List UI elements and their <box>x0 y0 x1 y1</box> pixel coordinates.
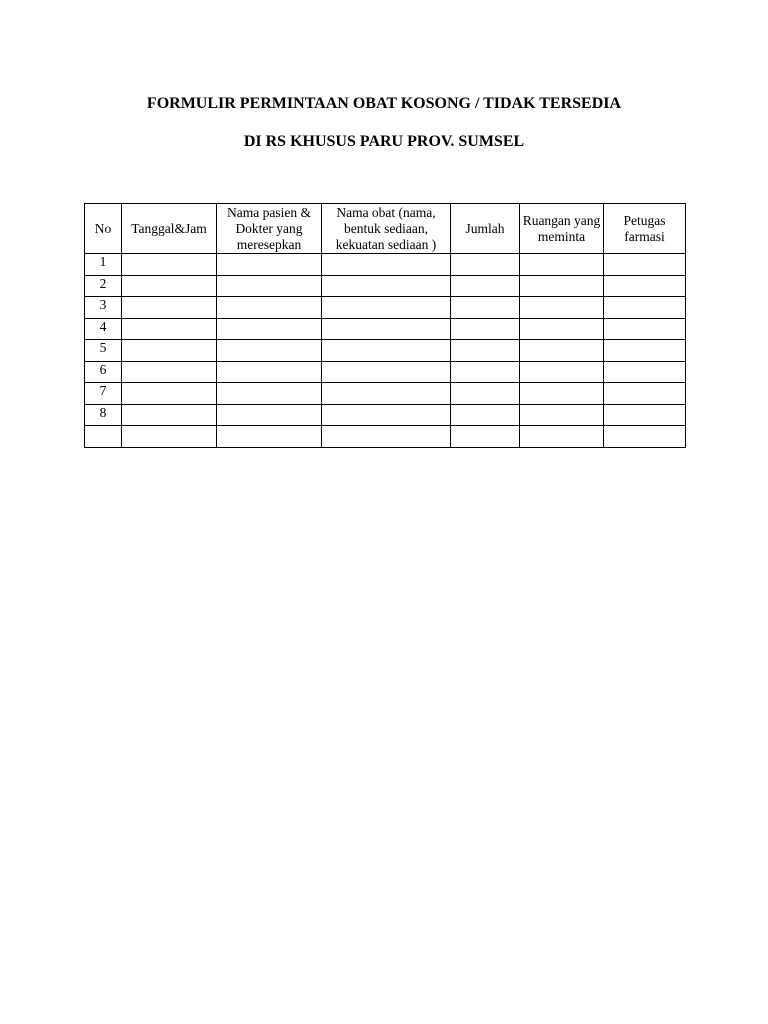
header-drug-name: Nama obat (nama, bentuk sediaan, kekuatan sediaan ) <box>322 204 451 254</box>
patient-doctor-cell <box>217 361 322 383</box>
drug-name-cell <box>322 297 451 319</box>
patient-doctor-cell <box>217 383 322 405</box>
date-time-cell <box>122 318 217 340</box>
row-number: 6 <box>85 361 122 383</box>
pharmacy-officer-cell <box>604 383 686 405</box>
date-time-cell <box>122 340 217 362</box>
quantity-cell <box>451 275 520 297</box>
pharmacy-officer-cell <box>604 361 686 383</box>
header-requesting-room: Ruangan yang meminta <box>520 204 604 254</box>
row-number: 1 <box>85 254 122 276</box>
date-time-cell <box>122 404 217 426</box>
quantity-cell <box>451 297 520 319</box>
patient-doctor-cell <box>217 297 322 319</box>
drug-name-cell <box>322 426 451 448</box>
row-number: 5 <box>85 340 122 362</box>
drug-name-cell <box>322 361 451 383</box>
form-title: FORMULIR PERMINTAAN OBAT KOSONG / TIDAK TERSEDIA <box>146 95 622 112</box>
row-number: 2 <box>85 275 122 297</box>
drug-name-cell <box>322 340 451 362</box>
quantity-cell <box>451 361 520 383</box>
patient-doctor-cell <box>217 426 322 448</box>
quantity-cell <box>451 318 520 340</box>
requesting-room-cell <box>520 383 604 405</box>
requesting-room-cell <box>520 404 604 426</box>
requesting-room-cell <box>520 318 604 340</box>
quantity-cell <box>451 340 520 362</box>
row-number: 4 <box>85 318 122 340</box>
drug-name-cell <box>322 318 451 340</box>
row-number: 8 <box>85 404 122 426</box>
date-time-cell <box>122 254 217 276</box>
patient-doctor-cell <box>217 275 322 297</box>
requesting-room-cell <box>520 361 604 383</box>
form-subtitle: DI RS KHUSUS PARU PROV. SUMSEL <box>243 133 525 150</box>
header-no: No <box>85 204 122 254</box>
table-row <box>85 361 686 383</box>
quantity-cell <box>451 404 520 426</box>
row-number <box>85 426 122 448</box>
drug-name-cell <box>322 254 451 276</box>
date-time-cell <box>122 361 217 383</box>
table-row <box>85 426 686 448</box>
patient-doctor-cell <box>217 404 322 426</box>
drug-name-cell <box>322 404 451 426</box>
table-row <box>85 340 686 362</box>
table-header-row <box>85 204 686 254</box>
date-time-cell <box>122 297 217 319</box>
requesting-room-cell <box>520 254 604 276</box>
header-quantity: Jumlah <box>451 204 520 254</box>
pharmacy-officer-cell <box>604 297 686 319</box>
table-row <box>85 254 686 276</box>
patient-doctor-cell <box>217 254 322 276</box>
requesting-room-cell <box>520 275 604 297</box>
quantity-cell <box>451 426 520 448</box>
pharmacy-officer-cell <box>604 426 686 448</box>
table-row <box>85 297 686 319</box>
table-row <box>85 318 686 340</box>
date-time-cell <box>122 275 217 297</box>
pharmacy-officer-cell <box>604 275 686 297</box>
requesting-room-cell <box>520 297 604 319</box>
header-patient-doctor: Nama pasien & Dokter yang meresepkan <box>217 204 322 254</box>
quantity-cell <box>451 383 520 405</box>
patient-doctor-cell <box>217 318 322 340</box>
patient-doctor-cell <box>217 340 322 362</box>
header-pharmacy-officer: Petugas farmasi <box>604 204 686 254</box>
table-row <box>85 404 686 426</box>
row-number: 7 <box>85 383 122 405</box>
row-number: 3 <box>85 297 122 319</box>
pharmacy-officer-cell <box>604 340 686 362</box>
requesting-room-cell <box>520 426 604 448</box>
request-table <box>84 203 686 448</box>
pharmacy-officer-cell <box>604 404 686 426</box>
table-body <box>85 254 686 448</box>
table-row <box>85 383 686 405</box>
quantity-cell <box>451 254 520 276</box>
date-time-cell <box>122 426 217 448</box>
drug-name-cell <box>322 275 451 297</box>
pharmacy-officer-cell <box>604 318 686 340</box>
drug-name-cell <box>322 383 451 405</box>
date-time-cell <box>122 383 217 405</box>
pharmacy-officer-cell <box>604 254 686 276</box>
header-date-time: Tanggal&Jam <box>122 204 217 254</box>
requesting-room-cell <box>520 340 604 362</box>
table-row <box>85 275 686 297</box>
